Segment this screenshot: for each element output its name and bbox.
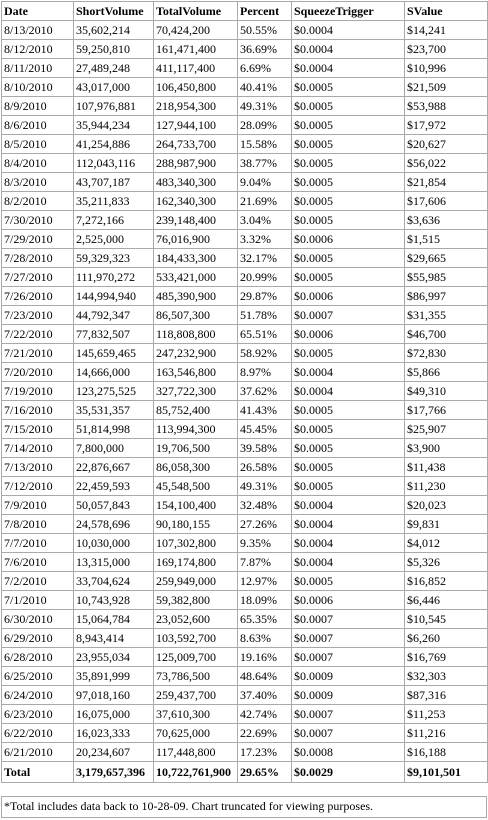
table-row xyxy=(2,496,488,515)
squeeze-trigger-cell[interactable]: $0.0004 xyxy=(292,496,405,515)
percent-cell[interactable]: 28.09% xyxy=(238,116,292,135)
table-row xyxy=(2,420,488,439)
short-volume-cell[interactable]: 59,329,323 xyxy=(74,249,154,268)
date-cell[interactable]: 7/27/2010 xyxy=(2,268,74,287)
svalue-cell[interactable]: $3,636 xyxy=(405,211,488,230)
table-row xyxy=(2,610,488,629)
total-volume-cell[interactable]: 113,994,300 xyxy=(154,420,238,439)
short-volume-cell[interactable]: 20,234,607 xyxy=(74,743,154,762)
short-volume-cell[interactable]: 43,707,187 xyxy=(74,173,154,192)
date-cell[interactable]: 6/21/2010 xyxy=(2,743,74,762)
total-volume-cell[interactable]: 106,450,800 xyxy=(154,78,238,97)
short-volume-cell[interactable]: 35,891,999 xyxy=(74,667,154,686)
squeeze-trigger-cell[interactable]: $0.0004 xyxy=(292,553,405,572)
total-volume-cell[interactable]: 73,786,500 xyxy=(154,667,238,686)
svalue-cell[interactable]: $46,700 xyxy=(405,325,488,344)
svalue-cell[interactable]: $23,700 xyxy=(405,40,488,59)
percent-cell[interactable]: 8.97% xyxy=(238,363,292,382)
total-volume-cell[interactable]: 37,610,300 xyxy=(154,705,238,724)
short-volume-cell[interactable]: 2,525,000 xyxy=(74,230,154,249)
table-row xyxy=(2,477,488,496)
svalue-cell[interactable]: $11,230 xyxy=(405,477,488,496)
svalue-cell[interactable]: $31,355 xyxy=(405,306,488,325)
squeeze-trigger-cell[interactable]: $0.0005 xyxy=(292,268,405,287)
table-row xyxy=(2,401,488,420)
total-volume-cell[interactable]: 247,232,900 xyxy=(154,344,238,363)
date-cell[interactable]: 7/6/2010 xyxy=(2,553,74,572)
percent-cell[interactable]: 37.40% xyxy=(238,686,292,705)
squeeze-trigger-cell[interactable]: $0.0008 xyxy=(292,743,405,762)
table-row xyxy=(2,211,488,230)
percent-cell[interactable]: 29.87% xyxy=(238,287,292,306)
total-volume-cell[interactable]: 23,052,600 xyxy=(154,610,238,629)
short-volume-cell[interactable]: 51,814,998 xyxy=(74,420,154,439)
date-cell[interactable]: 8/9/2010 xyxy=(2,97,74,116)
percent-cell[interactable]: 17.23% xyxy=(238,743,292,762)
squeeze-trigger-cell[interactable]: $0.0004 xyxy=(292,21,405,40)
percent-cell[interactable]: 42.74% xyxy=(238,705,292,724)
total-volume-cell[interactable]: 70,424,200 xyxy=(154,21,238,40)
squeeze-trigger-cell[interactable]: $0.0009 xyxy=(292,667,405,686)
short-volume-cell[interactable]: 33,704,624 xyxy=(74,572,154,591)
date-cell[interactable]: 7/21/2010 xyxy=(2,344,74,363)
total-volume-cell[interactable]: 485,390,900 xyxy=(154,287,238,306)
short-volume-cell[interactable]: 16,075,000 xyxy=(74,705,154,724)
squeeze-trigger-cell[interactable]: $0.0004 xyxy=(292,363,405,382)
total-squeeze-trigger[interactable]: $0.0029 xyxy=(292,762,405,783)
table-row xyxy=(2,116,488,135)
table-row xyxy=(2,268,488,287)
date-cell[interactable]: 7/23/2010 xyxy=(2,306,74,325)
table-row xyxy=(2,648,488,667)
squeeze-trigger-cell[interactable]: $0.0005 xyxy=(292,135,405,154)
date-cell[interactable]: 6/23/2010 xyxy=(2,705,74,724)
total-volume-cell[interactable]: 118,808,800 xyxy=(154,325,238,344)
total-percent[interactable]: 29.65% xyxy=(238,762,292,783)
svalue-cell[interactable]: $72,830 xyxy=(405,344,488,363)
short-volume-cell[interactable]: 77,832,507 xyxy=(74,325,154,344)
total-volume-cell[interactable]: 259,949,000 xyxy=(154,572,238,591)
date-cell[interactable]: 7/8/2010 xyxy=(2,515,74,534)
short-volume-cell[interactable]: 41,254,886 xyxy=(74,135,154,154)
date-cell[interactable]: 8/5/2010 xyxy=(2,135,74,154)
percent-cell[interactable]: 26.58% xyxy=(238,458,292,477)
table-row xyxy=(2,439,488,458)
percent-cell[interactable]: 49.31% xyxy=(238,477,292,496)
total-volume-cell[interactable]: 239,148,400 xyxy=(154,211,238,230)
short-volume-cell[interactable]: 123,275,525 xyxy=(74,382,154,401)
squeeze-trigger-cell[interactable]: $0.0005 xyxy=(292,458,405,477)
percent-cell[interactable]: 32.17% xyxy=(238,249,292,268)
date-cell[interactable]: 7/9/2010 xyxy=(2,496,74,515)
date-cell[interactable]: 6/24/2010 xyxy=(2,686,74,705)
svalue-cell[interactable]: $1,515 xyxy=(405,230,488,249)
date-cell[interactable]: 6/28/2010 xyxy=(2,648,74,667)
short-volume-cell[interactable]: 35,211,833 xyxy=(74,192,154,211)
squeeze-trigger-cell[interactable]: $0.0007 xyxy=(292,648,405,667)
total-volume-cell[interactable]: 184,433,300 xyxy=(154,249,238,268)
total-volume-cell[interactable]: 86,507,300 xyxy=(154,306,238,325)
short-volume-cell[interactable]: 107,976,881 xyxy=(74,97,154,116)
date-cell[interactable]: 7/28/2010 xyxy=(2,249,74,268)
date-cell[interactable]: 7/19/2010 xyxy=(2,382,74,401)
date-cell[interactable]: 8/3/2010 xyxy=(2,173,74,192)
table-row xyxy=(2,230,488,249)
total-volume-cell[interactable]: 90,180,155 xyxy=(154,515,238,534)
date-cell[interactable]: 6/30/2010 xyxy=(2,610,74,629)
squeeze-trigger-cell[interactable]: $0.0005 xyxy=(292,439,405,458)
squeeze-trigger-cell[interactable]: $0.0007 xyxy=(292,610,405,629)
date-cell[interactable]: 8/13/2010 xyxy=(2,21,74,40)
percent-cell[interactable]: 32.48% xyxy=(238,496,292,515)
table-row xyxy=(2,97,488,116)
total-volume-cell[interactable]: 161,471,400 xyxy=(154,40,238,59)
short-volume-cell[interactable]: 44,792,347 xyxy=(74,306,154,325)
percent-cell[interactable]: 39.58% xyxy=(238,439,292,458)
percent-cell[interactable]: 48.64% xyxy=(238,667,292,686)
svalue-cell[interactable]: $10,996 xyxy=(405,59,488,78)
total-volume-cell[interactable]: 76,016,900 xyxy=(154,230,238,249)
squeeze-trigger-cell[interactable]: $0.0005 xyxy=(292,97,405,116)
short-volume-cell[interactable]: 13,315,000 xyxy=(74,553,154,572)
percent-cell[interactable]: 41.43% xyxy=(238,401,292,420)
squeeze-trigger-cell[interactable]: $0.0005 xyxy=(292,401,405,420)
short-volume-cell[interactable]: 22,876,667 xyxy=(74,458,154,477)
percent-cell[interactable]: 21.69% xyxy=(238,192,292,211)
table-body xyxy=(2,21,488,762)
table-row xyxy=(2,249,488,268)
squeeze-trigger-cell[interactable]: $0.0007 xyxy=(292,724,405,743)
total-volume-cell[interactable]: 85,752,400 xyxy=(154,401,238,420)
date-cell[interactable]: 7/20/2010 xyxy=(2,363,74,382)
date-cell[interactable]: 7/1/2010 xyxy=(2,591,74,610)
total-volume-cell[interactable]: 127,944,100 xyxy=(154,116,238,135)
squeeze-trigger-cell[interactable]: $0.0007 xyxy=(292,306,405,325)
table-row xyxy=(2,78,488,97)
svalue-cell[interactable]: $10,545 xyxy=(405,610,488,629)
squeeze-trigger-cell[interactable]: $0.0005 xyxy=(292,192,405,211)
percent-cell[interactable]: 50.55% xyxy=(238,21,292,40)
percent-cell[interactable]: 37.62% xyxy=(238,382,292,401)
table-row xyxy=(2,667,488,686)
table-row xyxy=(2,705,488,724)
svalue-cell[interactable]: $6,260 xyxy=(405,629,488,648)
date-cell[interactable]: 7/2/2010 xyxy=(2,572,74,591)
squeeze-trigger-cell[interactable]: $0.0004 xyxy=(292,59,405,78)
total-volume-cell[interactable]: 259,437,700 xyxy=(154,686,238,705)
short-volume-cell[interactable]: 50,057,843 xyxy=(74,496,154,515)
total-volume-cell[interactable]: 264,733,700 xyxy=(154,135,238,154)
squeeze-trigger-cell[interactable]: $0.0005 xyxy=(292,78,405,97)
date-cell[interactable]: 8/4/2010 xyxy=(2,154,74,173)
short-volume-cell[interactable]: 16,023,333 xyxy=(74,724,154,743)
squeeze-trigger-cell[interactable]: $0.0007 xyxy=(292,629,405,648)
short-volume-cell[interactable]: 35,602,214 xyxy=(74,21,154,40)
svalue-cell[interactable]: $16,852 xyxy=(405,572,488,591)
total-volume-cell[interactable]: 411,117,400 xyxy=(154,59,238,78)
svalue-cell[interactable]: $11,438 xyxy=(405,458,488,477)
table-row xyxy=(2,686,488,705)
percent-cell[interactable]: 7.87% xyxy=(238,553,292,572)
percent-cell[interactable]: 38.77% xyxy=(238,154,292,173)
total-volume-cell[interactable]: 59,382,800 xyxy=(154,591,238,610)
total-volume-cell[interactable]: 288,987,900 xyxy=(154,154,238,173)
table-row xyxy=(2,59,488,78)
date-cell[interactable]: 8/6/2010 xyxy=(2,116,74,135)
percent-cell[interactable]: 3.04% xyxy=(238,211,292,230)
squeeze-trigger-cell[interactable]: $0.0005 xyxy=(292,572,405,591)
table-row xyxy=(2,325,488,344)
svalue-cell[interactable]: $14,241 xyxy=(405,21,488,40)
svalue-cell[interactable]: $56,022 xyxy=(405,154,488,173)
short-volume-cell[interactable]: 145,659,465 xyxy=(74,344,154,363)
total-short-volume[interactable]: 3,179,657,396 xyxy=(74,762,154,783)
short-volume-cell[interactable]: 59,250,810 xyxy=(74,40,154,59)
header-row xyxy=(2,2,488,21)
squeeze-trigger-cell[interactable]: $0.0005 xyxy=(292,477,405,496)
squeeze-trigger-cell[interactable]: $0.0004 xyxy=(292,534,405,553)
percent-cell[interactable]: 9.04% xyxy=(238,173,292,192)
svalue-cell[interactable]: $25,907 xyxy=(405,420,488,439)
header-total-volume[interactable]: TotalVolume xyxy=(154,2,238,21)
total-volume-cell[interactable]: 218,954,300 xyxy=(154,97,238,116)
svalue-cell[interactable]: $53,988 xyxy=(405,97,488,116)
header-percent[interactable]: Percent xyxy=(238,2,292,21)
table-row xyxy=(2,306,488,325)
short-volume-cell[interactable]: 7,272,166 xyxy=(74,211,154,230)
svalue-cell[interactable]: $55,985 xyxy=(405,268,488,287)
total-volume-cell[interactable]: 103,592,700 xyxy=(154,629,238,648)
squeeze-trigger-cell[interactable]: $0.0005 xyxy=(292,344,405,363)
percent-cell[interactable]: 51.78% xyxy=(238,306,292,325)
percent-cell[interactable]: 9.35% xyxy=(238,534,292,553)
squeeze-trigger-cell[interactable]: $0.0009 xyxy=(292,686,405,705)
squeeze-trigger-cell[interactable]: $0.0005 xyxy=(292,173,405,192)
table-row xyxy=(2,173,488,192)
squeeze-trigger-cell[interactable]: $0.0005 xyxy=(292,249,405,268)
percent-cell[interactable]: 20.99% xyxy=(238,268,292,287)
date-cell[interactable]: 7/30/2010 xyxy=(2,211,74,230)
svalue-cell[interactable]: $11,216 xyxy=(405,724,488,743)
total-volume-cell[interactable]: 45,548,500 xyxy=(154,477,238,496)
total-volume-cell[interactable]: 327,722,300 xyxy=(154,382,238,401)
short-volume-cell[interactable]: 8,943,414 xyxy=(74,629,154,648)
header-short-volume[interactable]: ShortVolume xyxy=(74,2,154,21)
table-row xyxy=(2,40,488,59)
table-row xyxy=(2,743,488,762)
svalue-cell[interactable]: $6,446 xyxy=(405,591,488,610)
date-cell[interactable]: 7/13/2010 xyxy=(2,458,74,477)
date-cell[interactable]: 6/22/2010 xyxy=(2,724,74,743)
short-volume-cell[interactable]: 10,743,928 xyxy=(74,591,154,610)
date-cell[interactable]: 8/10/2010 xyxy=(2,78,74,97)
short-volume-cell[interactable]: 35,944,234 xyxy=(74,116,154,135)
svalue-cell[interactable]: $4,012 xyxy=(405,534,488,553)
total-volume-cell[interactable]: 154,100,400 xyxy=(154,496,238,515)
date-cell[interactable]: 6/29/2010 xyxy=(2,629,74,648)
table-row xyxy=(2,135,488,154)
header-date[interactable]: Date xyxy=(2,2,74,21)
short-volume-cell[interactable]: 23,955,034 xyxy=(74,648,154,667)
percent-cell[interactable]: 45.45% xyxy=(238,420,292,439)
svalue-cell[interactable]: $17,766 xyxy=(405,401,488,420)
svalue-cell[interactable]: $29,665 xyxy=(405,249,488,268)
total-volume-cell[interactable]: 125,009,700 xyxy=(154,648,238,667)
total-volume-cell[interactable]: 70,625,000 xyxy=(154,724,238,743)
squeeze-trigger-cell[interactable]: $0.0004 xyxy=(292,515,405,534)
footnote[interactable]: *Total includes data back to 10-28-09. Chart truncated for viewing purposes. xyxy=(1,796,487,818)
svalue-cell[interactable]: $16,769 xyxy=(405,648,488,667)
svalue-cell[interactable]: $17,606 xyxy=(405,192,488,211)
total-row xyxy=(2,762,488,783)
squeeze-trigger-cell[interactable]: $0.0006 xyxy=(292,591,405,610)
svalue-cell[interactable]: $17,972 xyxy=(405,116,488,135)
svalue-cell[interactable]: $5,326 xyxy=(405,553,488,572)
short-volume-cell[interactable]: 24,578,696 xyxy=(74,515,154,534)
svalue-cell[interactable]: $49,310 xyxy=(405,382,488,401)
total-volume-cell[interactable]: 107,302,800 xyxy=(154,534,238,553)
date-cell[interactable]: 7/22/2010 xyxy=(2,325,74,344)
table-row xyxy=(2,363,488,382)
spreadsheet xyxy=(1,1,487,783)
total-volume-cell[interactable]: 117,448,800 xyxy=(154,743,238,762)
date-cell[interactable]: 7/12/2010 xyxy=(2,477,74,496)
squeeze-trigger-cell[interactable]: $0.0005 xyxy=(292,154,405,173)
total-volume-cell[interactable]: 86,058,300 xyxy=(154,458,238,477)
percent-cell[interactable]: 18.09% xyxy=(238,591,292,610)
short-volume-cell[interactable]: 43,017,000 xyxy=(74,78,154,97)
percent-cell[interactable]: 8.63% xyxy=(238,629,292,648)
short-volume-cell[interactable]: 35,531,357 xyxy=(74,401,154,420)
table-row xyxy=(2,572,488,591)
svalue-cell[interactable]: $20,627 xyxy=(405,135,488,154)
table-row xyxy=(2,344,488,363)
header-svalue[interactable]: SValue xyxy=(405,2,488,21)
date-cell[interactable]: 7/15/2010 xyxy=(2,420,74,439)
short-volume-cell[interactable]: 112,043,116 xyxy=(74,154,154,173)
date-cell[interactable]: 8/12/2010 xyxy=(2,40,74,59)
date-cell[interactable]: 7/29/2010 xyxy=(2,230,74,249)
table-row xyxy=(2,21,488,40)
percent-cell[interactable]: 49.31% xyxy=(238,97,292,116)
squeeze-trigger-cell[interactable]: $0.0005 xyxy=(292,116,405,135)
percent-cell[interactable]: 19.16% xyxy=(238,648,292,667)
percent-cell[interactable]: 27.26% xyxy=(238,515,292,534)
date-cell[interactable]: 8/2/2010 xyxy=(2,192,74,211)
total-volume-cell[interactable]: 169,174,800 xyxy=(154,553,238,572)
table-row xyxy=(2,192,488,211)
header-squeeze-trigger[interactable]: SqueezeTrigger xyxy=(292,2,405,21)
percent-cell[interactable]: 58.92% xyxy=(238,344,292,363)
svalue-cell[interactable]: $86,997 xyxy=(405,287,488,306)
squeeze-trigger-cell[interactable]: $0.0006 xyxy=(292,230,405,249)
total-total-volume[interactable]: 10,722,761,900 xyxy=(154,762,238,783)
date-cell[interactable]: 7/16/2010 xyxy=(2,401,74,420)
table-row xyxy=(2,382,488,401)
date-cell[interactable]: 8/11/2010 xyxy=(2,59,74,78)
percent-cell[interactable]: 12.97% xyxy=(238,572,292,591)
percent-cell[interactable]: 3.32% xyxy=(238,230,292,249)
svalue-cell[interactable]: $20,023 xyxy=(405,496,488,515)
short-volume-cell[interactable]: 27,489,248 xyxy=(74,59,154,78)
squeeze-trigger-cell[interactable]: $0.0004 xyxy=(292,40,405,59)
table-row xyxy=(2,458,488,477)
svalue-cell[interactable]: $21,509 xyxy=(405,78,488,97)
percent-cell[interactable]: 65.35% xyxy=(238,610,292,629)
squeeze-trigger-cell[interactable]: $0.0005 xyxy=(292,420,405,439)
table-row xyxy=(2,724,488,743)
table-row xyxy=(2,553,488,572)
date-cell[interactable]: 7/26/2010 xyxy=(2,287,74,306)
short-volume-cell[interactable]: 97,018,160 xyxy=(74,686,154,705)
short-volume-cell[interactable]: 144,994,940 xyxy=(74,287,154,306)
total-volume-cell[interactable]: 163,546,800 xyxy=(154,363,238,382)
total-volume-cell[interactable]: 19,706,500 xyxy=(154,439,238,458)
total-volume-cell[interactable]: 483,340,300 xyxy=(154,173,238,192)
table-row xyxy=(2,534,488,553)
short-volume-cell[interactable]: 15,064,784 xyxy=(74,610,154,629)
squeeze-trigger-cell[interactable]: $0.0007 xyxy=(292,705,405,724)
total-label[interactable]: Total xyxy=(2,762,74,783)
table-row xyxy=(2,515,488,534)
percent-cell[interactable]: 40.41% xyxy=(238,78,292,97)
svalue-cell[interactable]: $16,188 xyxy=(405,743,488,762)
short-volume-cell[interactable]: 14,666,000 xyxy=(74,363,154,382)
svalue-cell[interactable]: $21,854 xyxy=(405,173,488,192)
short-volume-cell[interactable]: 22,459,593 xyxy=(74,477,154,496)
short-volume-table xyxy=(1,1,488,783)
table-row xyxy=(2,154,488,173)
percent-cell[interactable]: 36.69% xyxy=(238,40,292,59)
date-cell[interactable]: 7/7/2010 xyxy=(2,534,74,553)
svalue-cell[interactable]: $5,866 xyxy=(405,363,488,382)
svalue-cell[interactable]: $87,316 xyxy=(405,686,488,705)
short-volume-cell[interactable]: 111,970,272 xyxy=(74,268,154,287)
squeeze-trigger-cell[interactable]: $0.0005 xyxy=(292,211,405,230)
squeeze-trigger-cell[interactable]: $0.0006 xyxy=(292,325,405,344)
svalue-cell[interactable]: $11,253 xyxy=(405,705,488,724)
percent-cell[interactable]: 15.58% xyxy=(238,135,292,154)
short-volume-cell[interactable]: 7,800,000 xyxy=(74,439,154,458)
date-cell[interactable]: 7/14/2010 xyxy=(2,439,74,458)
total-volume-cell[interactable]: 162,340,300 xyxy=(154,192,238,211)
table-row xyxy=(2,629,488,648)
date-cell[interactable]: 6/25/2010 xyxy=(2,667,74,686)
total-volume-cell[interactable]: 533,421,000 xyxy=(154,268,238,287)
svalue-cell[interactable]: $3,900 xyxy=(405,439,488,458)
svalue-cell[interactable]: $32,303 xyxy=(405,667,488,686)
squeeze-trigger-cell[interactable]: $0.0004 xyxy=(292,382,405,401)
squeeze-trigger-cell[interactable]: $0.0006 xyxy=(292,287,405,306)
percent-cell[interactable]: 65.51% xyxy=(238,325,292,344)
percent-cell[interactable]: 22.69% xyxy=(238,724,292,743)
percent-cell[interactable]: 6.69% xyxy=(238,59,292,78)
table-row xyxy=(2,591,488,610)
total-svalue[interactable]: $9,101,501 xyxy=(405,762,488,783)
short-volume-cell[interactable]: 10,030,000 xyxy=(74,534,154,553)
table-row xyxy=(2,287,488,306)
svalue-cell[interactable]: $9,831 xyxy=(405,515,488,534)
